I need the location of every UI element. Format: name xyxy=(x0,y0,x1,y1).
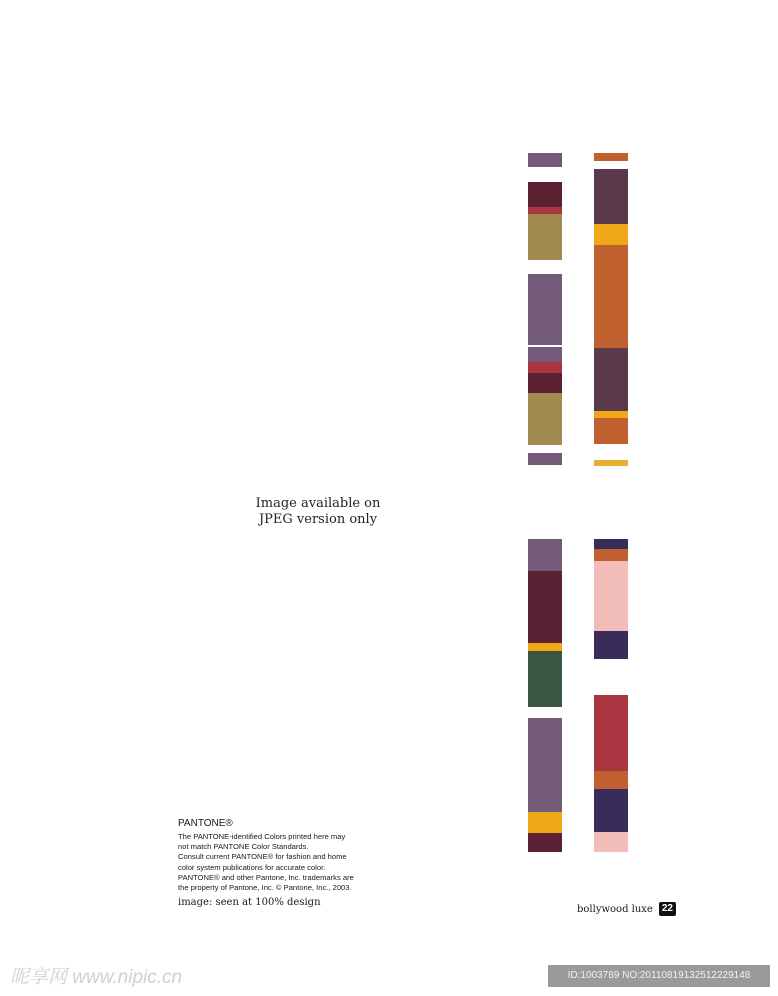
swatch-column-top-left xyxy=(528,153,562,466)
image-id-bar: ID:1003789 NO:20110819132512229148 xyxy=(548,965,770,987)
color-swatch xyxy=(528,393,562,445)
color-swatch xyxy=(528,453,562,465)
color-swatch xyxy=(594,631,628,659)
brand-name: bollywood luxe xyxy=(577,903,653,915)
color-swatch xyxy=(594,245,628,348)
swatch-column-bottom-left xyxy=(528,539,562,852)
color-swatch xyxy=(594,418,628,444)
color-swatch xyxy=(528,153,562,167)
image-caption: image: seen at 100% design xyxy=(178,897,321,909)
color-swatch xyxy=(528,812,562,833)
color-swatch xyxy=(528,651,562,707)
color-swatch xyxy=(594,771,628,789)
color-swatch xyxy=(594,561,628,631)
color-swatch xyxy=(594,539,628,549)
page-footer xyxy=(577,902,676,916)
color-swatch xyxy=(594,224,628,245)
swatch-column-bottom-right xyxy=(594,539,628,852)
color-swatch xyxy=(594,169,628,224)
legal-line: PANTONE® and other Pantone, Inc. trademarks are xyxy=(178,872,354,882)
color-swatch xyxy=(594,348,628,411)
color-swatch xyxy=(528,214,562,260)
placeholder-line-2: JPEG version only xyxy=(258,512,378,527)
placeholder-line-1: Image available on xyxy=(255,496,381,511)
color-swatch xyxy=(594,460,628,466)
color-swatch xyxy=(594,549,628,561)
jpeg-placeholder-notice xyxy=(250,496,386,528)
color-swatch xyxy=(594,789,628,832)
color-swatch xyxy=(594,411,628,418)
color-swatch xyxy=(528,539,562,571)
color-swatch xyxy=(528,571,562,643)
site-watermark: 昵享网 www.nipic.cn xyxy=(10,967,183,988)
legal-line: not match PANTONE Color Standards. xyxy=(178,842,309,852)
color-swatch xyxy=(528,718,562,812)
color-swatch xyxy=(594,153,628,161)
color-swatch xyxy=(528,373,562,393)
swatch-column-top-right xyxy=(594,153,628,466)
pantone-legal-notice xyxy=(178,818,398,908)
color-swatch xyxy=(528,643,562,651)
color-swatch xyxy=(528,362,562,373)
page-number-badge: 22 xyxy=(659,902,676,916)
color-swatch xyxy=(528,833,562,852)
color-swatch xyxy=(528,274,562,345)
legal-line: The PANTONE-identified Colors printed here may xyxy=(178,832,346,841)
color-swatch xyxy=(528,207,562,214)
legal-line: color system publications for accurate color. xyxy=(178,862,326,872)
color-swatch xyxy=(594,695,628,771)
legal-line: the property of Pantone, Inc. © Pantone, Inc., 2003. xyxy=(178,883,352,893)
pantone-title: PANTONE® xyxy=(178,818,233,829)
color-swatch xyxy=(528,182,562,207)
color-swatch xyxy=(594,832,628,852)
color-swatch xyxy=(528,347,562,362)
legal-line: Consult current PANTONE® for fashion and home xyxy=(178,852,347,862)
